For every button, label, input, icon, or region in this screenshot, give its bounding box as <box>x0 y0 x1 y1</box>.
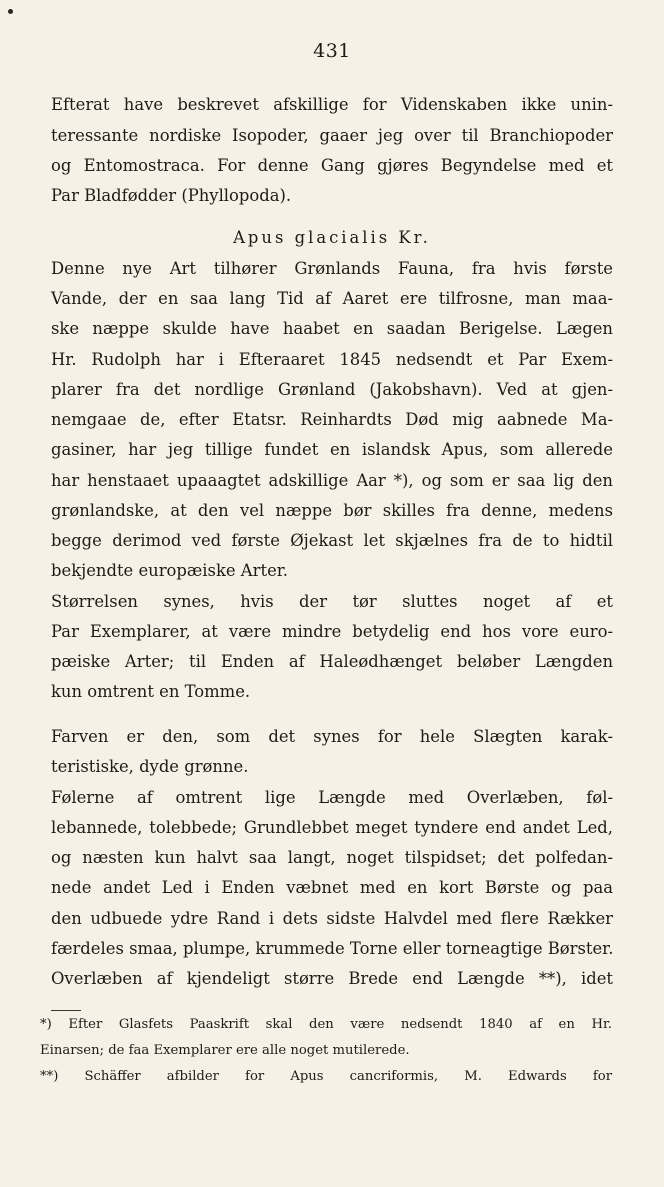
body-line: den udbuede ydre Rand i dets sidste Halvdel med flere Rækker <box>51 909 613 928</box>
body-line: og næsten kun halvt saa langt, noget tilspidset; det polfedan- <box>51 848 613 867</box>
body-line: Par Exemplarer, at være mindre betydelig end hos vore euro- <box>51 622 613 641</box>
body-line: Hr. Rudolph har i Efteraaret 1845 nedsendt et Par Exem- <box>51 350 613 369</box>
body-line: grønlandske, at den vel næppe bør skilles fra denne, medens <box>51 501 613 520</box>
page-number: 431 <box>313 40 351 62</box>
body-line: teressante nordiske Isopoder, gaaer jeg over til Branchiopoder <box>51 126 613 145</box>
body-line: teristiske, dyde grønne. <box>51 757 249 776</box>
body-line: nemgaae de, efter Etatsr. Reinhardts Død mig aabnede Ma- <box>51 410 613 429</box>
body-line: og Entomostraca. For denne Gang gjøres Begyndelse med et <box>51 156 613 175</box>
body-line: kun omtrent en Tomme. <box>51 682 251 701</box>
footnote-line: Einarsen; de faa Exemplarer ere alle noget mutilerede. <box>40 1043 410 1058</box>
footnote-rule <box>51 1010 81 1011</box>
body-line: Efterat have beskrevet afskillige for Videnskaben ikke unin- <box>51 95 613 114</box>
body-line: Størrelsen synes, hvis der tør sluttes noget af et <box>51 592 613 611</box>
body-line: bekjendte europæiske Arter. <box>51 561 289 580</box>
body-line: Følerne af omtrent lige Længde med Overlæben, føl- <box>51 788 613 807</box>
body-line: begge derimod ved første Øjekast let skjælnes fra de to hidtil <box>51 531 613 550</box>
body-line: nede andet Led i Enden væbnet med en kort Børste og paa <box>51 878 613 897</box>
body-line: ske næppe skulde have haabet en saadan Berigelse. Lægen <box>51 319 613 338</box>
footnote-line: *) Efter Glasfets Paaskrift skal den være nedsendt 1840 af en Hr. <box>40 1017 612 1032</box>
body-line: Vande, der en saa lang Tid af Aaret ere tilfrosne, man maa- <box>51 289 613 308</box>
body-line: pæiske Arter; til Enden af Haleødhænget beløber Længden <box>51 652 613 671</box>
body-line: lebannede, tolebbede; Grundlebbet meget tyndere end andet Led, <box>51 818 613 837</box>
body-line: plarer fra det nordlige Grønland (Jakobshavn). Ved at gjen- <box>51 380 613 399</box>
body-line: har henstaaet upaaagtet adskillige Aar *), og som er saa lig den <box>51 471 613 490</box>
body-line: Denne nye Art tilhører Grønlands Fauna, fra hvis første <box>51 259 613 278</box>
body-line: Farven er den, som det synes for hele Slægten karak- <box>51 727 613 746</box>
body-line: gasiner, har jeg tillige fundet en islandsk Apus, som allerede <box>51 440 613 459</box>
section-heading: Apus glacialis Kr. <box>233 228 431 247</box>
body-line: færdeles smaa, plumpe, krummede Torne eller torneagtige Børster. <box>51 939 614 958</box>
ink-spot <box>8 9 13 14</box>
footnote-line: **) Schäffer afbilder for Apus cancriformis, M. Edwards for <box>40 1069 612 1084</box>
body-line: Par Bladfødder (Phyllopoda). <box>51 186 292 205</box>
body-line: Overlæben af kjendeligt større Brede end Længde **), idet <box>51 969 613 988</box>
